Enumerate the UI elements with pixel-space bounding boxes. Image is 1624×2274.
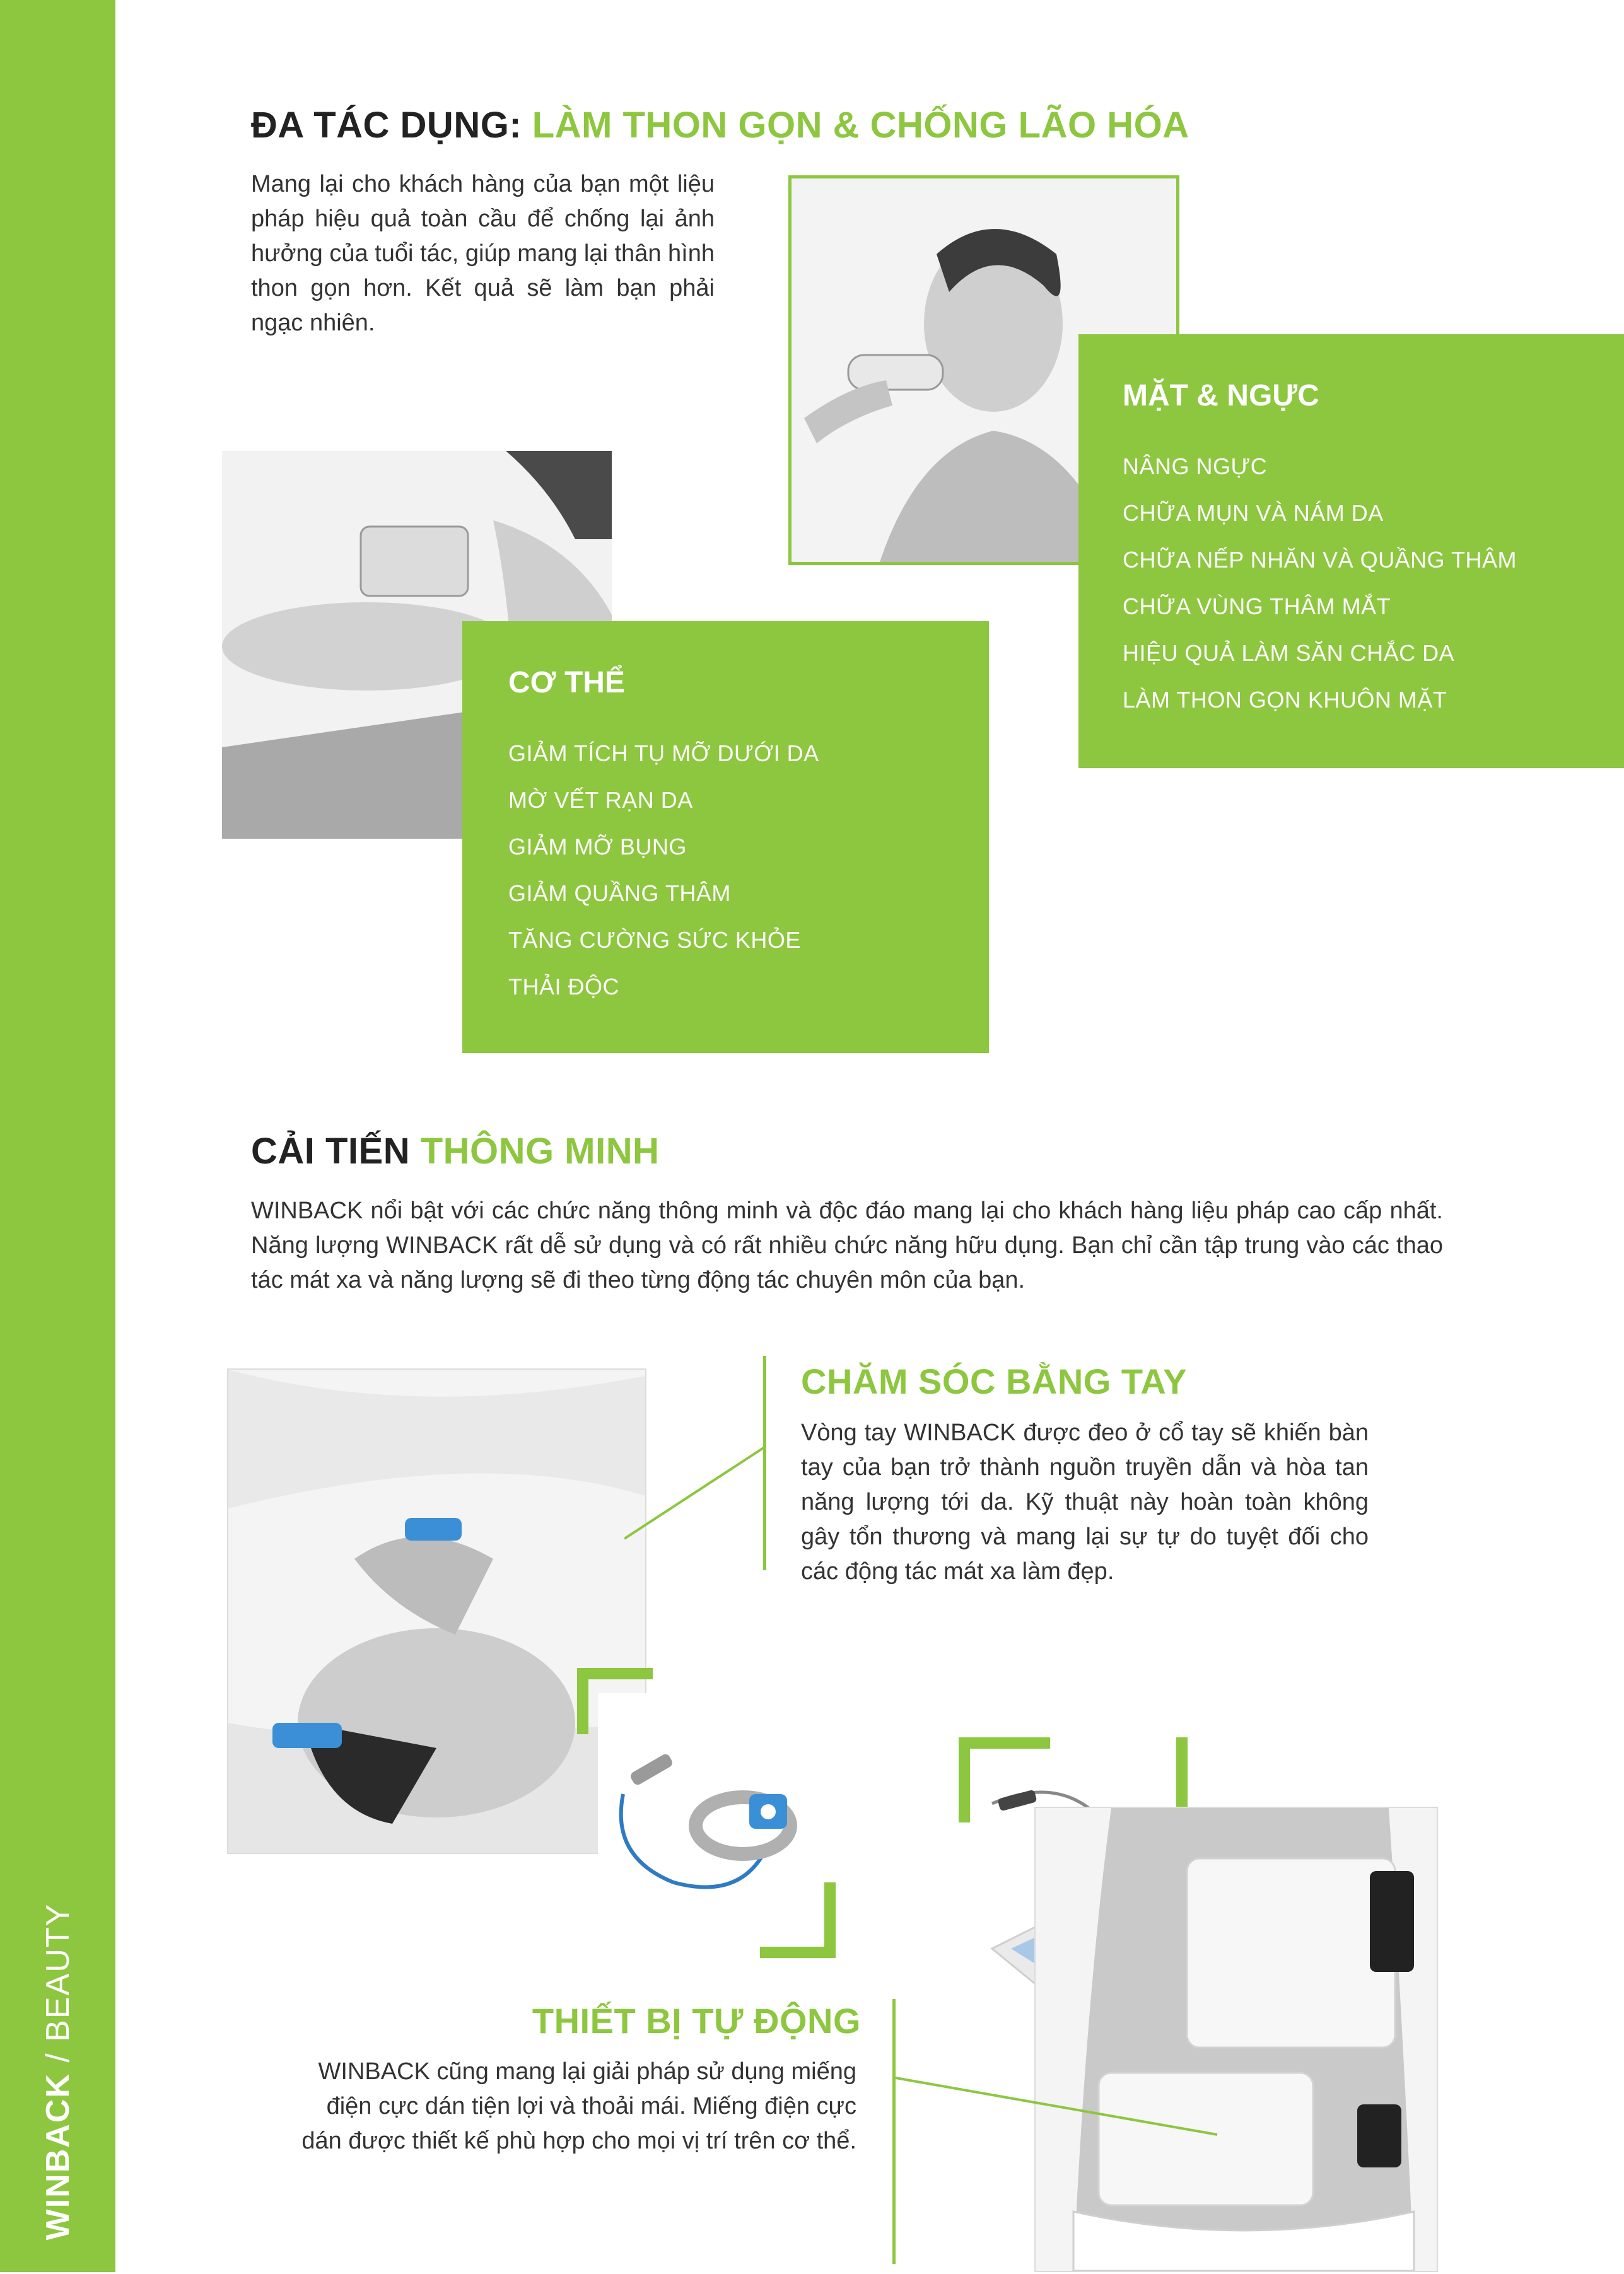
list-item: THẢI ĐỘC [508, 974, 620, 1000]
body-list [508, 730, 989, 1010]
list-item: CHỮA MỤN VÀ NÁM DA [1123, 500, 1384, 526]
torso-photo [1034, 1807, 1438, 2272]
face-chest-box [1078, 334, 1624, 768]
face-chest-title: MẶT & NGỰC [1123, 379, 1319, 412]
list-item: MỜ VẾT RẠN DA [508, 787, 693, 813]
hand-care-illustration [228, 1370, 645, 1853]
auto-device-connector-line [896, 2075, 1224, 2138]
intro-paragraph: Mang lại cho khách hàng của bạn một liệu pháp hiệu quả toàn cầu để chống lại ảnh hưởng của tuổi tác, giúp mang lại thân hình thon gọn hơn. Kết quả sẽ làm bạn phải ngạc nhiên. [251, 171, 715, 336]
list-item: CHỮA NẾP NHĂN VÀ QUẦNG THÂM [1123, 547, 1517, 573]
section-title-multi-effect: ĐA TÁC DỤNG: LÀM THON GỌN & CHỐNG LÃO HÓA [251, 105, 1189, 146]
body-box [462, 621, 989, 1053]
list-item: LÀM THON GỌN KHUÔN MẶT [1123, 687, 1447, 713]
list-item: GIẢM TÍCH TỤ MỠ DƯỚI DA [508, 740, 819, 766]
face-chest-list [1123, 443, 1624, 723]
sidebar-brand-label: WINBACK / BEAUTY [40, 1903, 76, 2241]
hand-care-paragraph: Vòng tay WINBACK được đeo ở cổ tay sẽ khiến bàn tay của bạn trở thành nguồn truyền dẫn và hòa tan năng lượng tới da. Kỹ thuật này hoàn toàn không gây tổn thương và mang lại sự tự do tuyệt đối cho các động tác mát xa làm đẹp. [801, 1420, 1369, 1585]
hand-care-photo [227, 1368, 646, 1854]
list-item: CHỮA VÙNG THÂM MẮT [1123, 593, 1391, 619]
list-item: TĂNG CƯỜNG SỨC KHỎE [508, 927, 801, 953]
bracelet-product-photo [598, 1693, 815, 1939]
hand-care-title: CHĂM SÓC BẰNG TAY [801, 1361, 1188, 1401]
list-item: GIẢM MỠ BỤNG [508, 834, 687, 860]
list-item: NÂNG NGỰC [1123, 453, 1268, 479]
bracelet-illustration [598, 1693, 815, 1939]
auto-device-title: THIẾT BỊ TỰ ĐỘNG [532, 2001, 861, 2041]
hand-care-connector-line [624, 1444, 769, 1545]
section-title-smart: CẢI TIẾN THÔNG MINH [251, 1131, 660, 1172]
smart-paragraph: WINBACK nổi bật với các chức năng thông minh và độc đáo mang lại cho khách hàng liệu pháp cao cấp nhất. Năng lượng WINBACK rất dễ sử dụng và có rất nhiều chức năng hữu dụng. Bạn chỉ cần tập trung vào các thao tác mát xa và năng lượng sẽ đi theo từng động tác chuyên môn của bạn. [251, 1198, 1443, 1293]
body-title: CƠ THỂ [508, 666, 625, 699]
list-item: HIỆU QUẢ LÀM SĂN CHẮC DA [1123, 640, 1455, 666]
list-item: GIẢM QUẦNG THÂM [508, 880, 731, 906]
auto-device-paragraph: WINBACK cũng mang lại giải pháp sử dụng miếng điện cực dán tiện lợi và thoải mái. Miếng điện cực dán được thiết kế phù hợp cho mọi vị trí trên cơ thể. [301, 2058, 856, 2154]
torso-illustration [1036, 1808, 1437, 2271]
